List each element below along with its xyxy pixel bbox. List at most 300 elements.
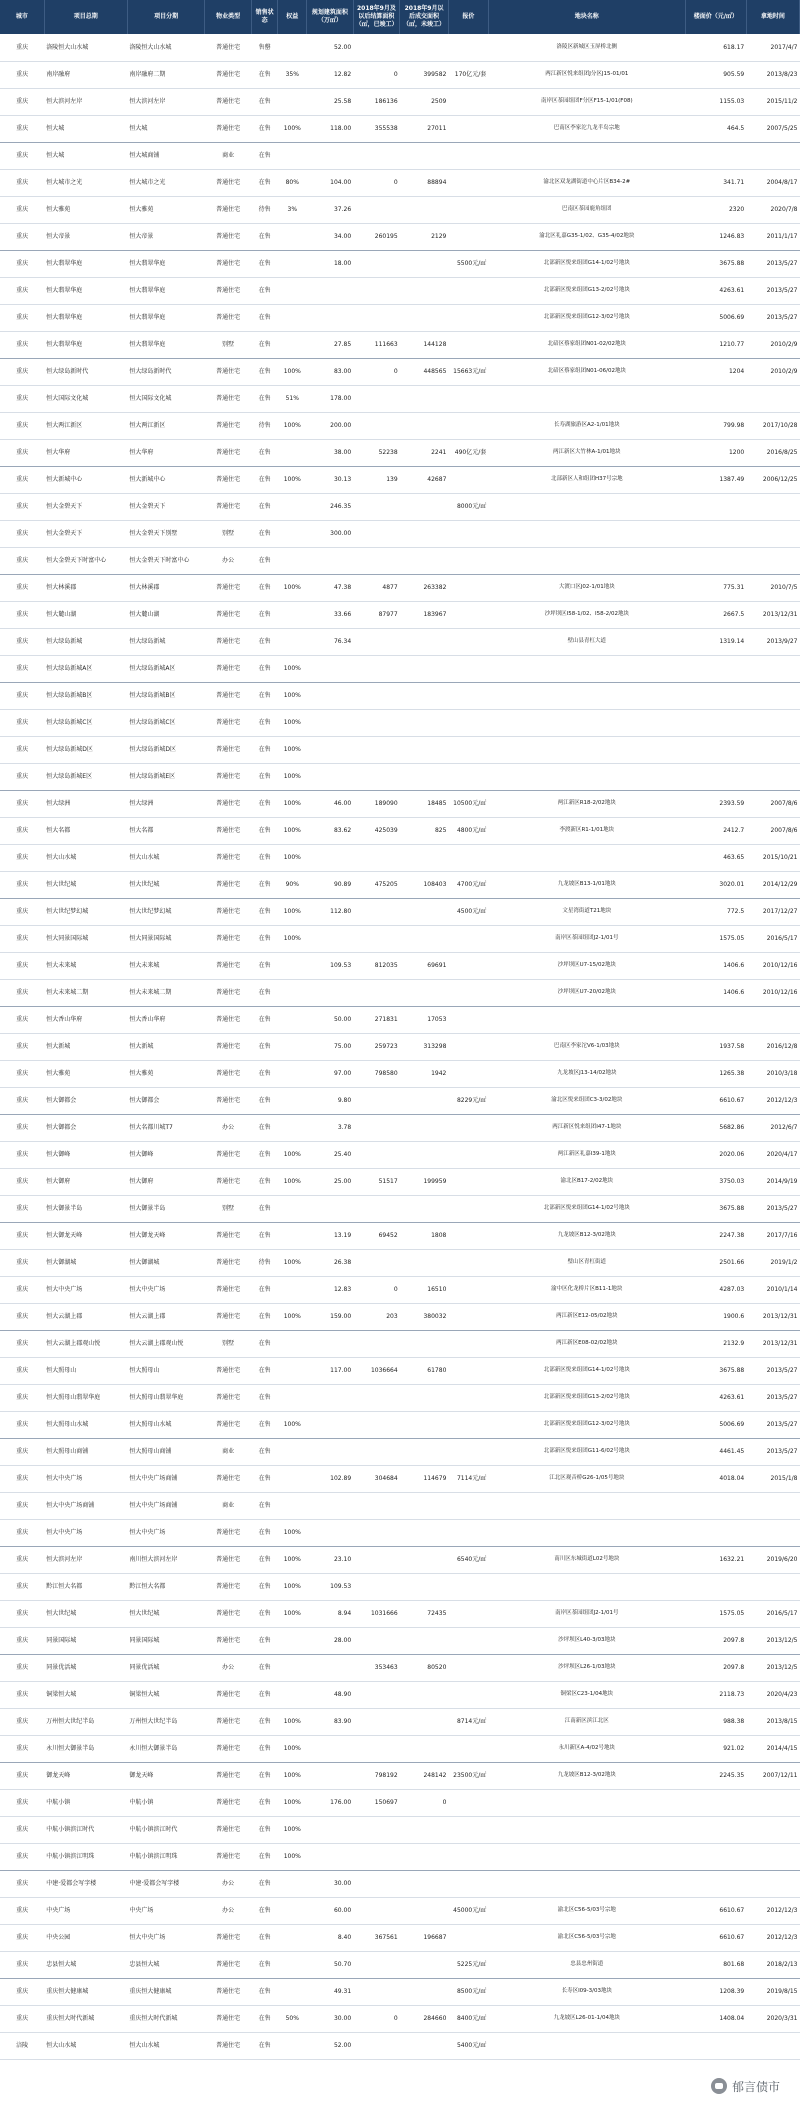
cell-city: 重庆: [0, 466, 44, 493]
cell-planned-area: 83.90: [307, 1708, 354, 1735]
cell-floor-price: 4263.61: [685, 277, 746, 304]
cell-floor-price: 1575.05: [685, 925, 746, 952]
cell-plot: 九龙坡区L26-01-1/04地块: [488, 2005, 685, 2032]
cell-date: 2014/4/15: [746, 1735, 799, 1762]
cell-status: 在售: [251, 1843, 278, 1870]
cell-balance-area: [353, 1141, 400, 1168]
cell-city: 重庆: [0, 574, 44, 601]
cell-date: 2010/3/18: [746, 1060, 799, 1087]
cell-type: 普通住宅: [205, 1006, 252, 1033]
cell-floor-price: 2501.66: [685, 1249, 746, 1276]
cell-type: 普通住宅: [205, 574, 252, 601]
cell-price: [448, 1033, 488, 1060]
cell-unsold-area: [400, 1438, 449, 1465]
table-row: [0, 1519, 800, 1546]
cell-floor-price: [685, 1789, 746, 1816]
cell-balance-area: 798192: [353, 1762, 400, 1789]
cell-planned-area: 112.80: [307, 898, 354, 925]
table-row: [0, 1033, 800, 1060]
table-row: [0, 1843, 800, 1870]
cell-date: [746, 2032, 799, 2059]
cell-balance-area: [353, 682, 400, 709]
cell-balance-area: 798580: [353, 1060, 400, 1087]
cell-project: 恒大未来城: [44, 952, 127, 979]
cell-project: 恒大金碧天下时富中心: [44, 547, 127, 574]
cell-balance-area: [353, 1114, 400, 1141]
cell-price: [448, 1519, 488, 1546]
cell-planned-area: 30.13: [307, 466, 354, 493]
cell-floor-price: 2320: [685, 196, 746, 223]
cell-type: 普通住宅: [205, 250, 252, 277]
cell-project: 恒大御龙天峰: [44, 1222, 127, 1249]
cell-phase: 中建·爱都会写字楼: [127, 1870, 205, 1897]
cell-plot: 北部新区悦来组团G14-1/02号地块: [488, 1357, 685, 1384]
table-row: [0, 844, 800, 871]
cell-balance-area: 0: [353, 169, 400, 196]
table-row: [0, 331, 800, 358]
table-row: [0, 1870, 800, 1897]
cell-date: 2010/7/5: [746, 574, 799, 601]
cell-status: 在售: [251, 817, 278, 844]
cell-plot: 渝北区礼嘉G35-1/02、G35-4/02地块: [488, 223, 685, 250]
cell-plot: 两江新区大竹林A-1/01地块: [488, 439, 685, 466]
cell-planned-area: 37.26: [307, 196, 354, 223]
header-floor-price: 楼面价（元/㎡）: [685, 0, 746, 34]
cell-price: [448, 1681, 488, 1708]
cell-equity: 100%: [278, 1708, 307, 1735]
cell-floor-price: 2132.9: [685, 1330, 746, 1357]
cell-planned-area: [307, 709, 354, 736]
cell-city: 重庆: [0, 169, 44, 196]
cell-city: 重庆: [0, 1303, 44, 1330]
cell-status: 在售: [251, 1951, 278, 1978]
cell-date: 2019/6/20: [746, 1546, 799, 1573]
cell-project: 恒大照母山商铺: [44, 1438, 127, 1465]
cell-project: 恒大滨河左岸: [44, 88, 127, 115]
cell-planned-area: 25.40: [307, 1141, 354, 1168]
cell-type: 别墅: [205, 331, 252, 358]
cell-status: 在售: [251, 898, 278, 925]
cell-planned-area: 176.00: [307, 1789, 354, 1816]
cell-city: 重庆: [0, 1789, 44, 1816]
cell-plot: [488, 547, 685, 574]
cell-balance-area: 4877: [353, 574, 400, 601]
cell-planned-area: 23.10: [307, 1546, 354, 1573]
cell-floor-price: 1246.83: [685, 223, 746, 250]
cell-unsold-area: 80520: [400, 1654, 449, 1681]
cell-phase: 恒大城商铺: [127, 142, 205, 169]
cell-type: 普通住宅: [205, 655, 252, 682]
cell-planned-area: 8.40: [307, 1924, 354, 1951]
cell-unsold-area: [400, 1411, 449, 1438]
cell-floor-price: 4287.03: [685, 1276, 746, 1303]
cell-type: 普通住宅: [205, 1519, 252, 1546]
cell-type: 普通住宅: [205, 277, 252, 304]
cell-city: 重庆: [0, 817, 44, 844]
cell-type: 普通住宅: [205, 601, 252, 628]
table-row: [0, 817, 800, 844]
cell-plot: [488, 2032, 685, 2059]
cell-date: 2007/12/11: [746, 1762, 799, 1789]
cell-project: 恒大翡翠华庭: [44, 304, 127, 331]
cell-price: [448, 1384, 488, 1411]
cell-status: 在售: [251, 250, 278, 277]
cell-type: 普通住宅: [205, 898, 252, 925]
cell-unsold-area: [400, 304, 449, 331]
cell-status: 在售: [251, 1870, 278, 1897]
cell-type: 普通住宅: [205, 736, 252, 763]
cell-status: 在售: [251, 142, 278, 169]
cell-unsold-area: [400, 196, 449, 223]
cell-city: 重庆: [0, 1168, 44, 1195]
table-row: [0, 682, 800, 709]
cell-unsold-area: 17053: [400, 1006, 449, 1033]
cell-phase: 恒大世纪城: [127, 1600, 205, 1627]
table-row: [0, 223, 800, 250]
cell-phase: 恒大华府: [127, 439, 205, 466]
cell-project: 中建·爱都会写字楼: [44, 1870, 127, 1897]
cell-balance-area: 304684: [353, 1465, 400, 1492]
cell-balance-area: [353, 412, 400, 439]
cell-type: 普通住宅: [205, 1465, 252, 1492]
cell-city: 重庆: [0, 196, 44, 223]
cell-floor-price: [685, 736, 746, 763]
cell-city: 重庆: [0, 385, 44, 412]
cell-floor-price: 2097.8: [685, 1627, 746, 1654]
cell-price: [448, 196, 488, 223]
cell-project: 恒大绿岛新城A区: [44, 655, 127, 682]
cell-price: [448, 466, 488, 493]
cell-status: 在售: [251, 1438, 278, 1465]
cell-type: 普通住宅: [205, 412, 252, 439]
cell-equity: [278, 1870, 307, 1897]
cell-phase: 恒大名都川城T7: [127, 1114, 205, 1141]
cell-equity: 3%: [278, 196, 307, 223]
cell-equity: [278, 439, 307, 466]
cell-plot: 渝北区悦来组团C3-3/02地块: [488, 1087, 685, 1114]
cell-type: 普通住宅: [205, 1060, 252, 1087]
cell-equity: 100%: [278, 1600, 307, 1627]
cell-equity: [278, 1195, 307, 1222]
cell-price: [448, 601, 488, 628]
cell-balance-area: [353, 1843, 400, 1870]
table-row: [0, 1627, 800, 1654]
cell-status: 在售: [251, 88, 278, 115]
cell-balance-area: [353, 1681, 400, 1708]
cell-plot: 北部新区悦来组团G11-6/02号地块: [488, 1438, 685, 1465]
cell-planned-area: [307, 547, 354, 574]
cell-plot: 沙坪坝区I58-1/02、I58-2/02地块: [488, 601, 685, 628]
cell-project: 恒大御景半岛: [44, 1195, 127, 1222]
cell-floor-price: 5682.86: [685, 1114, 746, 1141]
cell-floor-price: 5006.69: [685, 1411, 746, 1438]
cell-type: 普通住宅: [205, 2032, 252, 2059]
table-row: [0, 1438, 800, 1465]
cell-plot: 文星湾街道T21地块: [488, 898, 685, 925]
cell-planned-area: [307, 304, 354, 331]
cell-date: 2013/5/27: [746, 1195, 799, 1222]
cell-city: 重庆: [0, 304, 44, 331]
cell-status: 在售: [251, 1060, 278, 1087]
cell-price: 4700元/㎡: [448, 871, 488, 898]
cell-city: 重庆: [0, 1816, 44, 1843]
cell-city: 重庆: [0, 1060, 44, 1087]
cell-planned-area: [307, 1195, 354, 1222]
cell-phase: 恒大御景半岛: [127, 1195, 205, 1222]
cell-equity: [278, 1978, 307, 2005]
cell-date: 2013/5/27: [746, 250, 799, 277]
cell-project: 恒大帝景: [44, 223, 127, 250]
cell-status: 在售: [251, 1168, 278, 1195]
cell-date: 2007/5/25: [746, 115, 799, 142]
cell-type: 普通住宅: [205, 385, 252, 412]
cell-status: 在售: [251, 1735, 278, 1762]
cell-city: 重庆: [0, 1411, 44, 1438]
cell-city: 重庆: [0, 1951, 44, 1978]
cell-unsold-area: 399582: [400, 61, 449, 88]
cell-planned-area: 38.00: [307, 439, 354, 466]
cell-planned-area: [307, 1843, 354, 1870]
cell-planned-area: 30.00: [307, 1870, 354, 1897]
cell-price: [448, 520, 488, 547]
cell-floor-price: [685, 493, 746, 520]
header-date: 拿地时间: [746, 0, 799, 34]
cell-balance-area: [353, 1384, 400, 1411]
cell-unsold-area: [400, 34, 449, 61]
cell-phase: 恒大中央广场: [127, 1519, 205, 1546]
cell-date: 2017/10/28: [746, 412, 799, 439]
cell-status: 在售: [251, 763, 278, 790]
cell-date: 2013/12/31: [746, 1303, 799, 1330]
table-row: [0, 952, 800, 979]
cell-city: 重庆: [0, 250, 44, 277]
cell-city: 重庆: [0, 1978, 44, 2005]
cell-price: 5500元/㎡: [448, 250, 488, 277]
cell-project: 永川恒大御景半岛: [44, 1735, 127, 1762]
cell-city: 重庆: [0, 412, 44, 439]
cell-floor-price: 1210.77: [685, 331, 746, 358]
cell-floor-price: 3750.03: [685, 1168, 746, 1195]
cell-balance-area: [353, 709, 400, 736]
cell-date: [746, 385, 799, 412]
cell-project: 恒大绿岛新时代: [44, 358, 127, 385]
cell-floor-price: 2245.35: [685, 1762, 746, 1789]
cell-planned-area: 117.00: [307, 1357, 354, 1384]
cell-unsold-area: 2509: [400, 88, 449, 115]
cell-unsold-area: [400, 1978, 449, 2005]
cell-equity: [278, 1654, 307, 1681]
cell-planned-area: [307, 1330, 354, 1357]
cell-balance-area: 1031666: [353, 1600, 400, 1627]
cell-balance-area: [353, 493, 400, 520]
cell-equity: 100%: [278, 1735, 307, 1762]
cell-floor-price: [685, 1006, 746, 1033]
cell-project: 恒大世纪城: [44, 1600, 127, 1627]
cell-phase: 恒大绿岛新城E区: [127, 763, 205, 790]
cell-date: 2017/12/27: [746, 898, 799, 925]
cell-phase: 恒大翡翠华庭: [127, 277, 205, 304]
cell-project: 恒大云湖上郡: [44, 1303, 127, 1330]
table-row: [0, 1006, 800, 1033]
cell-price: [448, 574, 488, 601]
cell-status: 在售: [251, 1492, 278, 1519]
cell-project: 恒大中央广场: [44, 1276, 127, 1303]
cell-balance-area: [353, 1249, 400, 1276]
cell-status: 在售: [251, 871, 278, 898]
cell-city: 重庆: [0, 1033, 44, 1060]
cell-date: 2013/12/31: [746, 1330, 799, 1357]
cell-city: 重庆: [0, 1195, 44, 1222]
cell-city: 重庆: [0, 1006, 44, 1033]
cell-city: 重庆: [0, 682, 44, 709]
table-row: [0, 2005, 800, 2032]
cell-date: 2019/1/2: [746, 1249, 799, 1276]
cell-city: 重庆: [0, 331, 44, 358]
cell-floor-price: 2247.38: [685, 1222, 746, 1249]
cell-price: [448, 763, 488, 790]
cell-date: 2013/12/31: [746, 601, 799, 628]
cell-date: 2007/8/6: [746, 817, 799, 844]
cell-unsold-area: [400, 1330, 449, 1357]
cell-price: [448, 1843, 488, 1870]
cell-city: 重庆: [0, 763, 44, 790]
cell-project: 恒大御府: [44, 1168, 127, 1195]
cell-equity: [278, 2032, 307, 2059]
cell-floor-price: 1406.6: [685, 952, 746, 979]
table-row: [0, 898, 800, 925]
cell-floor-price: 1208.39: [685, 1978, 746, 2005]
cell-date: 2016/8/25: [746, 439, 799, 466]
cell-phase: 恒大两江新区: [127, 412, 205, 439]
cell-date: [746, 682, 799, 709]
cell-floor-price: 1155.03: [685, 88, 746, 115]
cell-planned-area: 49.31: [307, 1978, 354, 2005]
cell-type: 普通住宅: [205, 1411, 252, 1438]
cell-phase: 中航小镇滨江时代: [127, 1816, 205, 1843]
cell-planned-area: 118.00: [307, 115, 354, 142]
cell-project: 恒大绿岛新城: [44, 628, 127, 655]
cell-equity: [278, 1438, 307, 1465]
cell-type: 普通住宅: [205, 196, 252, 223]
cell-plot: 两江新区悦来组团I47-1地块: [488, 1114, 685, 1141]
cell-floor-price: 1265.38: [685, 1060, 746, 1087]
cell-phase: 恒大绿岛新城D区: [127, 736, 205, 763]
cell-balance-area: [353, 547, 400, 574]
table-header: [0, 0, 800, 34]
cell-city: 重庆: [0, 601, 44, 628]
cell-price: 4800元/㎡: [448, 817, 488, 844]
cell-price: 4500元/㎡: [448, 898, 488, 925]
table-row: [0, 1681, 800, 1708]
cell-unsold-area: 825: [400, 817, 449, 844]
cell-planned-area: 47.38: [307, 574, 354, 601]
cell-balance-area: [353, 1195, 400, 1222]
cell-planned-area: [307, 1816, 354, 1843]
cell-balance-area: [353, 34, 400, 61]
cell-project: 恒大山水城: [44, 844, 127, 871]
cell-project: 恒大雅苑: [44, 1060, 127, 1087]
cell-date: 2020/7/8: [746, 196, 799, 223]
cell-balance-area: [353, 277, 400, 304]
cell-project: 万州恒大世纪半岛: [44, 1708, 127, 1735]
cell-price: [448, 736, 488, 763]
cell-type: 普通住宅: [205, 1222, 252, 1249]
cell-status: 在售: [251, 1600, 278, 1627]
cell-project: 恒大御峰: [44, 1141, 127, 1168]
cell-phase: 恒大雅苑: [127, 1060, 205, 1087]
cell-unsold-area: 16510: [400, 1276, 449, 1303]
cell-planned-area: 75.00: [307, 1033, 354, 1060]
cell-floor-price: 3675.88: [685, 250, 746, 277]
table-row: [0, 385, 800, 412]
cell-project: 同景优活城: [44, 1654, 127, 1681]
cell-phase: 恒大翡翠华庭: [127, 304, 205, 331]
cell-city: 重庆: [0, 709, 44, 736]
cell-plot: 渝北区B17-2/02地块: [488, 1168, 685, 1195]
cell-status: 在售: [251, 61, 278, 88]
cell-unsold-area: [400, 250, 449, 277]
cell-type: 普通住宅: [205, 871, 252, 898]
cell-floor-price: 3020.01: [685, 871, 746, 898]
cell-equity: 51%: [278, 385, 307, 412]
cell-phase: 恒大绿岛新城B区: [127, 682, 205, 709]
cell-unsold-area: [400, 493, 449, 520]
cell-balance-area: [353, 304, 400, 331]
cell-project: 重庆恒大时代新城: [44, 2005, 127, 2032]
cell-status: 在售: [251, 1573, 278, 1600]
cell-plot: [488, 1870, 685, 1897]
cell-date: 2017/7/16: [746, 1222, 799, 1249]
cell-status: 在售: [251, 1789, 278, 1816]
cell-floor-price: [685, 1492, 746, 1519]
cell-balance-area: [353, 1087, 400, 1114]
table-row: [0, 1789, 800, 1816]
table-row: [0, 1330, 800, 1357]
cell-floor-price: [685, 763, 746, 790]
table-row: [0, 1492, 800, 1519]
cell-plot: 北部新区悦来组团G13-2/02号地块: [488, 1384, 685, 1411]
cell-status: 在售: [251, 952, 278, 979]
header-planned-area: 规划建筑面积（万㎡）: [307, 0, 354, 34]
cell-balance-area: [353, 925, 400, 952]
cell-city: 重庆: [0, 1384, 44, 1411]
cell-balance-area: [353, 520, 400, 547]
cell-floor-price: 1900.6: [685, 1303, 746, 1330]
cell-plot: 两江新区R18-2/02地块: [488, 790, 685, 817]
cell-status: 在售: [251, 1519, 278, 1546]
cell-status: 在售: [251, 439, 278, 466]
cell-city: 重庆: [0, 520, 44, 547]
table-row: [0, 1897, 800, 1924]
cell-floor-price: 4263.61: [685, 1384, 746, 1411]
cell-price: [448, 655, 488, 682]
table-row: [0, 169, 800, 196]
cell-floor-price: 799.98: [685, 412, 746, 439]
cell-plot: 沙坪坝区U7-15/02地块: [488, 952, 685, 979]
cell-phase: 恒大御龙天峰: [127, 1222, 205, 1249]
cell-status: 在售: [251, 331, 278, 358]
cell-date: [746, 1519, 799, 1546]
cell-phase: 恒大中央广场商铺: [127, 1492, 205, 1519]
cell-project: 恒大翡翠华庭: [44, 250, 127, 277]
cell-date: [746, 1573, 799, 1600]
cell-plot: 渝北区C56-5/03号宗地: [488, 1924, 685, 1951]
cell-phase: 南岸融府二期: [127, 61, 205, 88]
cell-plot: 南岸区茶园组团J2-1/01号: [488, 1600, 685, 1627]
cell-city: 重庆: [0, 1708, 44, 1735]
cell-price: [448, 88, 488, 115]
cell-plot: [488, 844, 685, 871]
